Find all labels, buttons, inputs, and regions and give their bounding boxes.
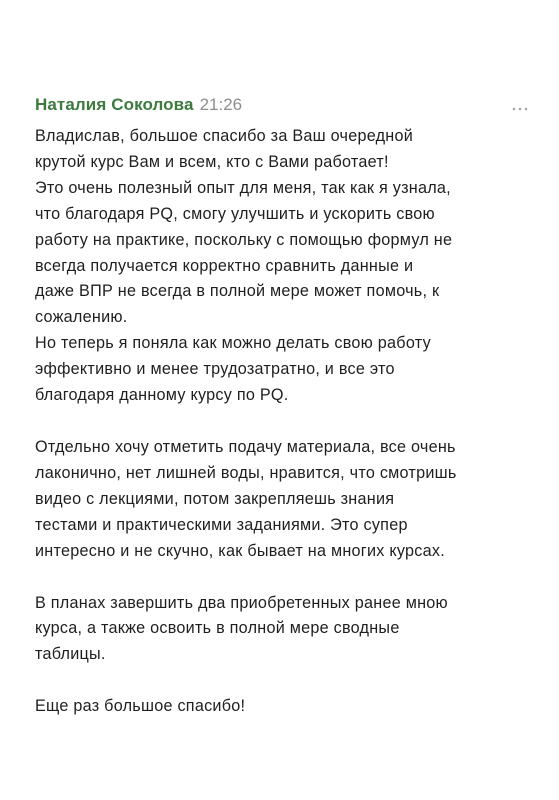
comment-line: курса, а также освоить в полной мере сводные	[35, 619, 400, 638]
comment-time: 21:26	[199, 95, 243, 114]
comment-line: даже ВПР не всегда в полной мере может помочь, к	[35, 282, 440, 301]
comment-body	[35, 124, 540, 720]
comment-line: интересно и не скучно, как бывает на многих курсах.	[35, 541, 445, 560]
comment-line: таблицы.	[35, 645, 106, 664]
comment-paragraph-4	[35, 694, 540, 720]
comment-line: крутой курс Вам и всем, кто с Вами работает!	[35, 152, 389, 171]
comment-line: что благодаря PQ, смогу улучшить и ускорить свою	[35, 204, 435, 223]
ellipsis-icon-graphic	[511, 104, 529, 114]
comment-paragraph-3	[35, 591, 540, 669]
comment-paragraph-2	[35, 435, 540, 565]
comment-line: Это очень полезный опыт для меня, так как я узнала,	[35, 178, 451, 197]
comment-line: В планах завершить два приобретенных ранее мною	[35, 593, 448, 612]
comment-header	[35, 93, 535, 117]
comment-paragraph-1	[35, 124, 540, 409]
comment-line: благодаря данному курсу по PQ.	[35, 386, 289, 405]
comment-line: эффективно и менее трудозатратно, и все это	[35, 360, 395, 379]
comment-line: всегда получается корректно сравнить данные и	[35, 256, 414, 275]
comment-line: Еще раз большое спасибо!	[35, 697, 246, 716]
comment-line: видео с лекциями, потом закрепляешь знания	[35, 489, 395, 508]
comment-line: работу на практике, поскольку с помощью формул не	[35, 230, 453, 249]
comment-line: лаконично, нет лишней воды, нравится, что смотришь	[35, 463, 457, 482]
ellipsis-icon[interactable]	[511, 101, 529, 111]
comment-line: сожалению.	[35, 308, 128, 327]
comment-line: Владислав, большое спасибо за Ваш очередной	[35, 127, 414, 145]
comment-line: Но теперь я поняла как можно делать свою работу	[35, 334, 431, 353]
comment-line: тестами и практическими заданиями. Это супер	[35, 515, 408, 534]
comment-line: Отдельно хочу отметить подачу материала, все очень	[35, 437, 456, 456]
author-name[interactable]: Наталия Соколова	[35, 95, 194, 114]
